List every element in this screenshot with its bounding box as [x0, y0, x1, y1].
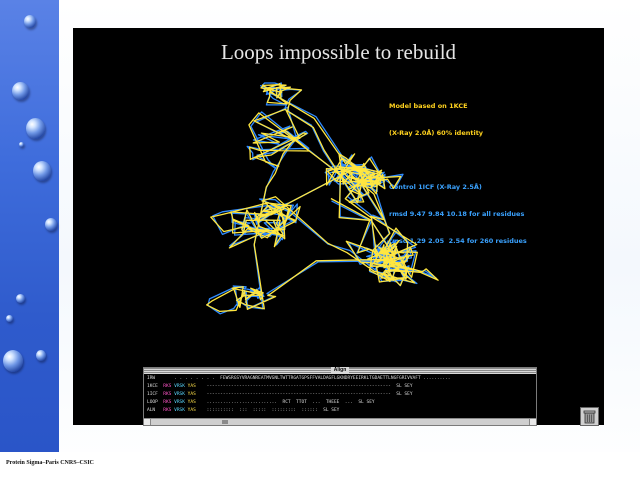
- decorative-side-panel: [0, 0, 59, 452]
- footer-credit: Protein Sigma–Paris CNRS–CSIC: [6, 460, 94, 466]
- water-drop-icon: [24, 15, 36, 28]
- window-title-text: Align: [331, 367, 350, 373]
- sequence-row: [147, 376, 453, 382]
- molecule-viewer[interactable]: [73, 28, 604, 425]
- water-drop-icon: [19, 142, 24, 147]
- window-titlebar[interactable]: [144, 368, 536, 374]
- water-drop-icon: [16, 294, 25, 303]
- footer-bar: [0, 452, 640, 480]
- scroll-right-button[interactable]: [529, 419, 536, 425]
- sequence-segment: RKS: [163, 400, 175, 405]
- control-info-line: rmsd 1.29 2.05 2.54 for 260 residues: [389, 237, 527, 245]
- sequence-row: [147, 400, 375, 406]
- sequence-segment: YAS: [187, 408, 196, 413]
- scroll-thumb[interactable]: [222, 420, 228, 424]
- slide-title: Loops impossible to rebuild: [220, 40, 457, 64]
- sequence-segment: LOOP: [147, 400, 164, 405]
- sequence-segment: IRW: [147, 376, 164, 381]
- sequence-segment: 1ICF: [147, 392, 164, 397]
- sequence-segment: VRSK: [174, 400, 188, 405]
- backbone-polyline: [207, 84, 438, 312]
- sequence-alignment-window[interactable]: [143, 367, 537, 426]
- water-drop-icon: [6, 315, 13, 322]
- window-title: [144, 367, 536, 374]
- scroll-left-button[interactable]: [144, 419, 151, 425]
- sequence-segment: -------------------------------------------------------------------- SL SEY: [195, 384, 413, 389]
- protein-backbone-view[interactable]: [73, 28, 604, 367]
- water-drop-icon: [12, 82, 29, 100]
- sequence-row: [147, 392, 413, 398]
- sequence-segment: RKS: [163, 392, 175, 397]
- sequence-segment: :::::::::: ::: ::::: ::::::::: :::::: SL SEY: [195, 408, 340, 413]
- control-info-line: rmsd 9.47 9.84 10.18 for all residues: [389, 210, 525, 218]
- trash-icon[interactable]: [580, 407, 599, 426]
- water-drop-icon: [3, 350, 23, 372]
- sequence-segment: RKS: [163, 384, 175, 389]
- model-info-line: (X-Ray 2.0Å) 60% identity: [389, 129, 484, 137]
- model-backbone-trace: [207, 84, 438, 312]
- horizontal-scrollbar[interactable]: [144, 418, 536, 425]
- water-drop-icon: [26, 118, 45, 139]
- sequence-segment: VRSK: [174, 384, 188, 389]
- sequence-segment: RKS: [163, 408, 175, 413]
- sequence-row: [147, 384, 413, 390]
- sequence-segment: VRSK: [174, 392, 188, 397]
- sequence-segment: . . . . . . . . FEWSRGSYVRAGNREATMVGNLTWTTRGATGPSFFVALDAGFLGKNDRYEEIRKLTGDAETTLNGFGRIVVAFT ..........: [168, 376, 454, 381]
- sequence-segment: YAS: [187, 400, 196, 405]
- sequence-segment: VRSK: [174, 408, 188, 413]
- sequence-segment: -------------------------------------------------------------------- SL SEY: [195, 392, 413, 397]
- sequence-row: [147, 408, 339, 414]
- water-drop-icon: [36, 350, 46, 361]
- sequence-segment: .......................... RCT TTOT ... THEEE ... SL SEY: [195, 400, 375, 405]
- water-drop-icon: [45, 218, 57, 231]
- water-drop-icon: [33, 161, 51, 181]
- control-info-line: Control 1ICF (X-Ray 2.5Å): [389, 183, 482, 191]
- model-info-line: Model based on 1KCE: [389, 102, 468, 110]
- sequence-segment: YAS: [187, 392, 196, 397]
- sequence-segment: 1KCE: [147, 384, 164, 389]
- sequence-segment: YAS: [187, 384, 196, 389]
- sequence-segment: ALN: [147, 408, 164, 413]
